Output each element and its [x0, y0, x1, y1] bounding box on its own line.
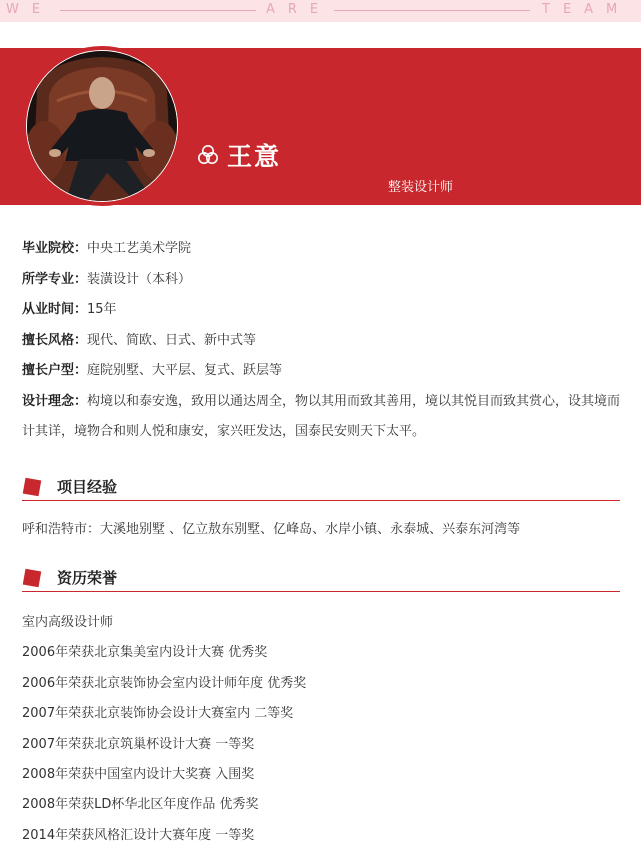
- info-label: 擅长户型：: [22, 363, 88, 378]
- info-row-philosophy: [22, 387, 622, 448]
- info-value: 15年: [87, 302, 117, 317]
- honor-item: 2014年荣获风格汇设计大赛年度 一等奖: [22, 827, 255, 843]
- info-row-school: [22, 234, 622, 265]
- info-list: [22, 234, 622, 448]
- info-label: 从业时间：: [22, 302, 88, 317]
- honor-item: 2007年荣获北京装饰协会设计大赛室内 二等奖: [22, 706, 294, 722]
- experience-text: 呼和浩特市：大溪地别墅 、亿立敖东别墅、亿峰岛、水岸小镇、永泰城、兴泰东河湾等: [22, 522, 521, 537]
- section-header-experience: [22, 476, 620, 501]
- info-label: 毕业院校：: [22, 241, 88, 256]
- section-title: 资历荣誉: [57, 569, 118, 587]
- info-row-house-type: [22, 356, 622, 387]
- info-value: 现代、简欧、日式、新中式等: [87, 332, 257, 348]
- honor-item: 2006年荣获北京集美室内设计大赛 优秀奖: [22, 645, 268, 661]
- header-word-are: ARE: [266, 2, 332, 17]
- avatar: [27, 51, 177, 201]
- top-strip: [0, 0, 641, 22]
- section-square-icon: [23, 569, 42, 588]
- info-value: 庭院别墅、大平层、复式、跃层等: [87, 363, 283, 378]
- designer-role: 整装设计师: [388, 180, 454, 195]
- header-divider: [60, 10, 256, 11]
- trefoil-icon: [197, 144, 219, 166]
- section-square-icon: [23, 478, 42, 497]
- person-in-armchair-photo: [27, 51, 177, 201]
- honor-item: 2008年荣获中国室内设计大奖赛 入围奖: [22, 767, 255, 783]
- info-value: 构境以和泰安逸，致用以通达周全，物以其用而致其善用，境以其悦目而致其赏心，设其境而计其详，境物合和则人悦和康安，家兴旺发达，国泰民安则天下太平。: [22, 393, 621, 439]
- info-label: 擅长风格：: [22, 332, 88, 348]
- honor-item: 室内高级设计师: [22, 615, 114, 630]
- section-title: 项目经验: [57, 478, 118, 496]
- honor-item: 2008年荣获LD杯华北区年度作品 优秀奖: [22, 797, 259, 813]
- honors-list: [22, 608, 622, 851]
- header-word-we: WE: [6, 2, 54, 17]
- info-row-style: [22, 326, 622, 357]
- info-value: 装潢设计（本科）: [87, 271, 192, 287]
- info-label: 设计理念：: [22, 393, 88, 409]
- honor-item: 2006年荣获北京装饰协会室内设计师年度 优秀奖: [22, 675, 307, 691]
- info-label: 所学专业：: [22, 271, 88, 287]
- info-row-years: [22, 295, 622, 326]
- section-header-honors: [22, 567, 620, 592]
- designer-name: 王意: [227, 142, 282, 171]
- header-divider: [334, 10, 530, 11]
- honor-item: 2007年荣获北京筑巢杯设计大赛 一等奖: [22, 736, 255, 752]
- info-value: 中央工艺美术学院: [87, 241, 192, 256]
- header-word-team: TEAM: [542, 2, 631, 17]
- info-row-major: [22, 265, 622, 296]
- name-row: [197, 136, 281, 174]
